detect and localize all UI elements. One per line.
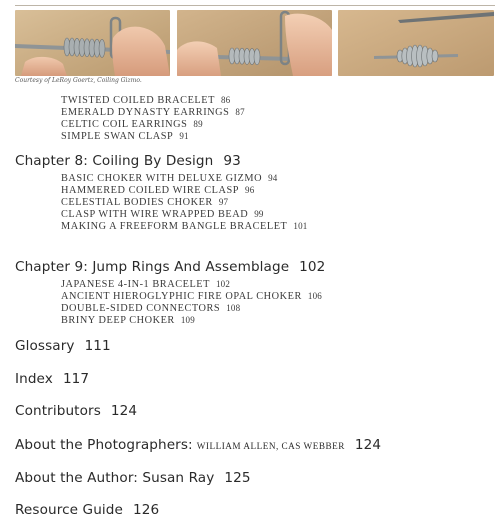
- entry-page: 99: [254, 209, 264, 219]
- toc-entry[interactable]: [61, 107, 245, 118]
- entry-page: 108: [226, 303, 241, 313]
- section-title: Resource Guide: [15, 502, 123, 518]
- toc-entry[interactable]: [61, 185, 254, 196]
- entry-page: 91: [179, 131, 189, 141]
- section-page: 117: [62, 371, 90, 387]
- entry-page: 94: [268, 173, 278, 183]
- photo-caption: Courtesy of LeRoy Goertz, Coiling Gizmo.: [15, 77, 142, 84]
- toc-entry[interactable]: [61, 209, 264, 220]
- toc-entry[interactable]: [61, 315, 195, 326]
- section-title: Glossary: [15, 338, 75, 354]
- chapter-title: Chapter 8: Coiling By Design: [15, 153, 214, 169]
- entry-title: TWISTED COILED BRACELET: [61, 95, 215, 106]
- entry-page: 106: [307, 291, 323, 301]
- toc-entry[interactable]: [61, 303, 240, 314]
- entry-title: CLASP WITH WIRE WRAPPED BEAD: [61, 209, 249, 220]
- entry-title: JAPANESE 4-IN-1 BRACELET: [61, 279, 210, 290]
- entry-title: BRINY DEEP CHOKER: [61, 315, 175, 326]
- section-page: 126: [132, 502, 160, 518]
- entry-title: CELESTIAL BODIES CHOKER: [61, 197, 213, 208]
- chapter-page: 102: [299, 259, 326, 275]
- toc-entry[interactable]: [61, 173, 277, 184]
- coiled-bead-photo: [338, 10, 494, 76]
- chapter-9-heading[interactable]: [15, 259, 325, 275]
- toc-index[interactable]: [15, 371, 89, 387]
- entry-page: 89: [193, 119, 203, 129]
- entry-page: 97: [218, 197, 229, 207]
- toc-entry[interactable]: [61, 119, 203, 130]
- section-page: 111: [84, 338, 111, 354]
- entry-title: EMERALD DYNASTY EARRINGS: [61, 107, 230, 118]
- toc-entry[interactable]: [61, 95, 230, 106]
- entry-title: SIMPLE SWAN CLASP: [61, 131, 174, 142]
- toc-contributors[interactable]: [15, 403, 137, 419]
- section-subtitle: WILLIAM ALLEN, CAS WEBBER: [196, 441, 345, 451]
- chapter-page: 93: [223, 153, 241, 169]
- toc-about-photographers[interactable]: [15, 437, 381, 453]
- toc-glossary[interactable]: [15, 338, 111, 354]
- toc-resource-guide[interactable]: [15, 502, 159, 518]
- entry-title: ANCIENT HIEROGLYPHIC FIRE OPAL CHOKER: [61, 291, 302, 302]
- entry-page: 102: [215, 279, 231, 289]
- toc-entry[interactable]: [61, 221, 308, 232]
- entry-title: DOUBLE-SIDED CONNECTORS: [61, 303, 221, 314]
- entry-title: HAMMERED COILED WIRE CLASP: [61, 185, 240, 196]
- entry-title: CELTIC COIL EARRINGS: [61, 119, 188, 130]
- section-page: 124: [354, 437, 382, 453]
- toc-entry[interactable]: [61, 279, 230, 290]
- toc-entry[interactable]: [61, 197, 228, 208]
- entry-page: 101: [293, 221, 308, 231]
- entry-title: MAKING A FREEFORM BANGLE BRACELET: [61, 221, 288, 232]
- entry-page: 109: [180, 315, 195, 325]
- chapter-title: Chapter 9: Jump Rings And Assemblage: [15, 259, 290, 275]
- toc-entry[interactable]: [61, 291, 322, 302]
- section-page: 125: [224, 470, 251, 486]
- toc-entry[interactable]: [61, 131, 189, 142]
- coiling-gizmo-hand-photo: [15, 10, 170, 76]
- entry-page: 86: [220, 95, 231, 105]
- chapter-8-heading[interactable]: [15, 153, 241, 169]
- top-rule: [15, 5, 495, 6]
- coil-on-rod-photo: [177, 10, 332, 76]
- toc-about-author[interactable]: [15, 470, 251, 486]
- section-title: Contributors: [15, 403, 101, 419]
- entry-title: BASIC CHOKER WITH DELUXE GIZMO: [61, 173, 263, 184]
- section-title: Index: [15, 371, 53, 387]
- entry-page: 87: [235, 107, 245, 117]
- section-title: About the Author: Susan Ray: [15, 470, 215, 486]
- entry-page: 96: [245, 185, 255, 195]
- section-title: About the Photographers:: [15, 437, 193, 453]
- section-page: 124: [110, 403, 138, 419]
